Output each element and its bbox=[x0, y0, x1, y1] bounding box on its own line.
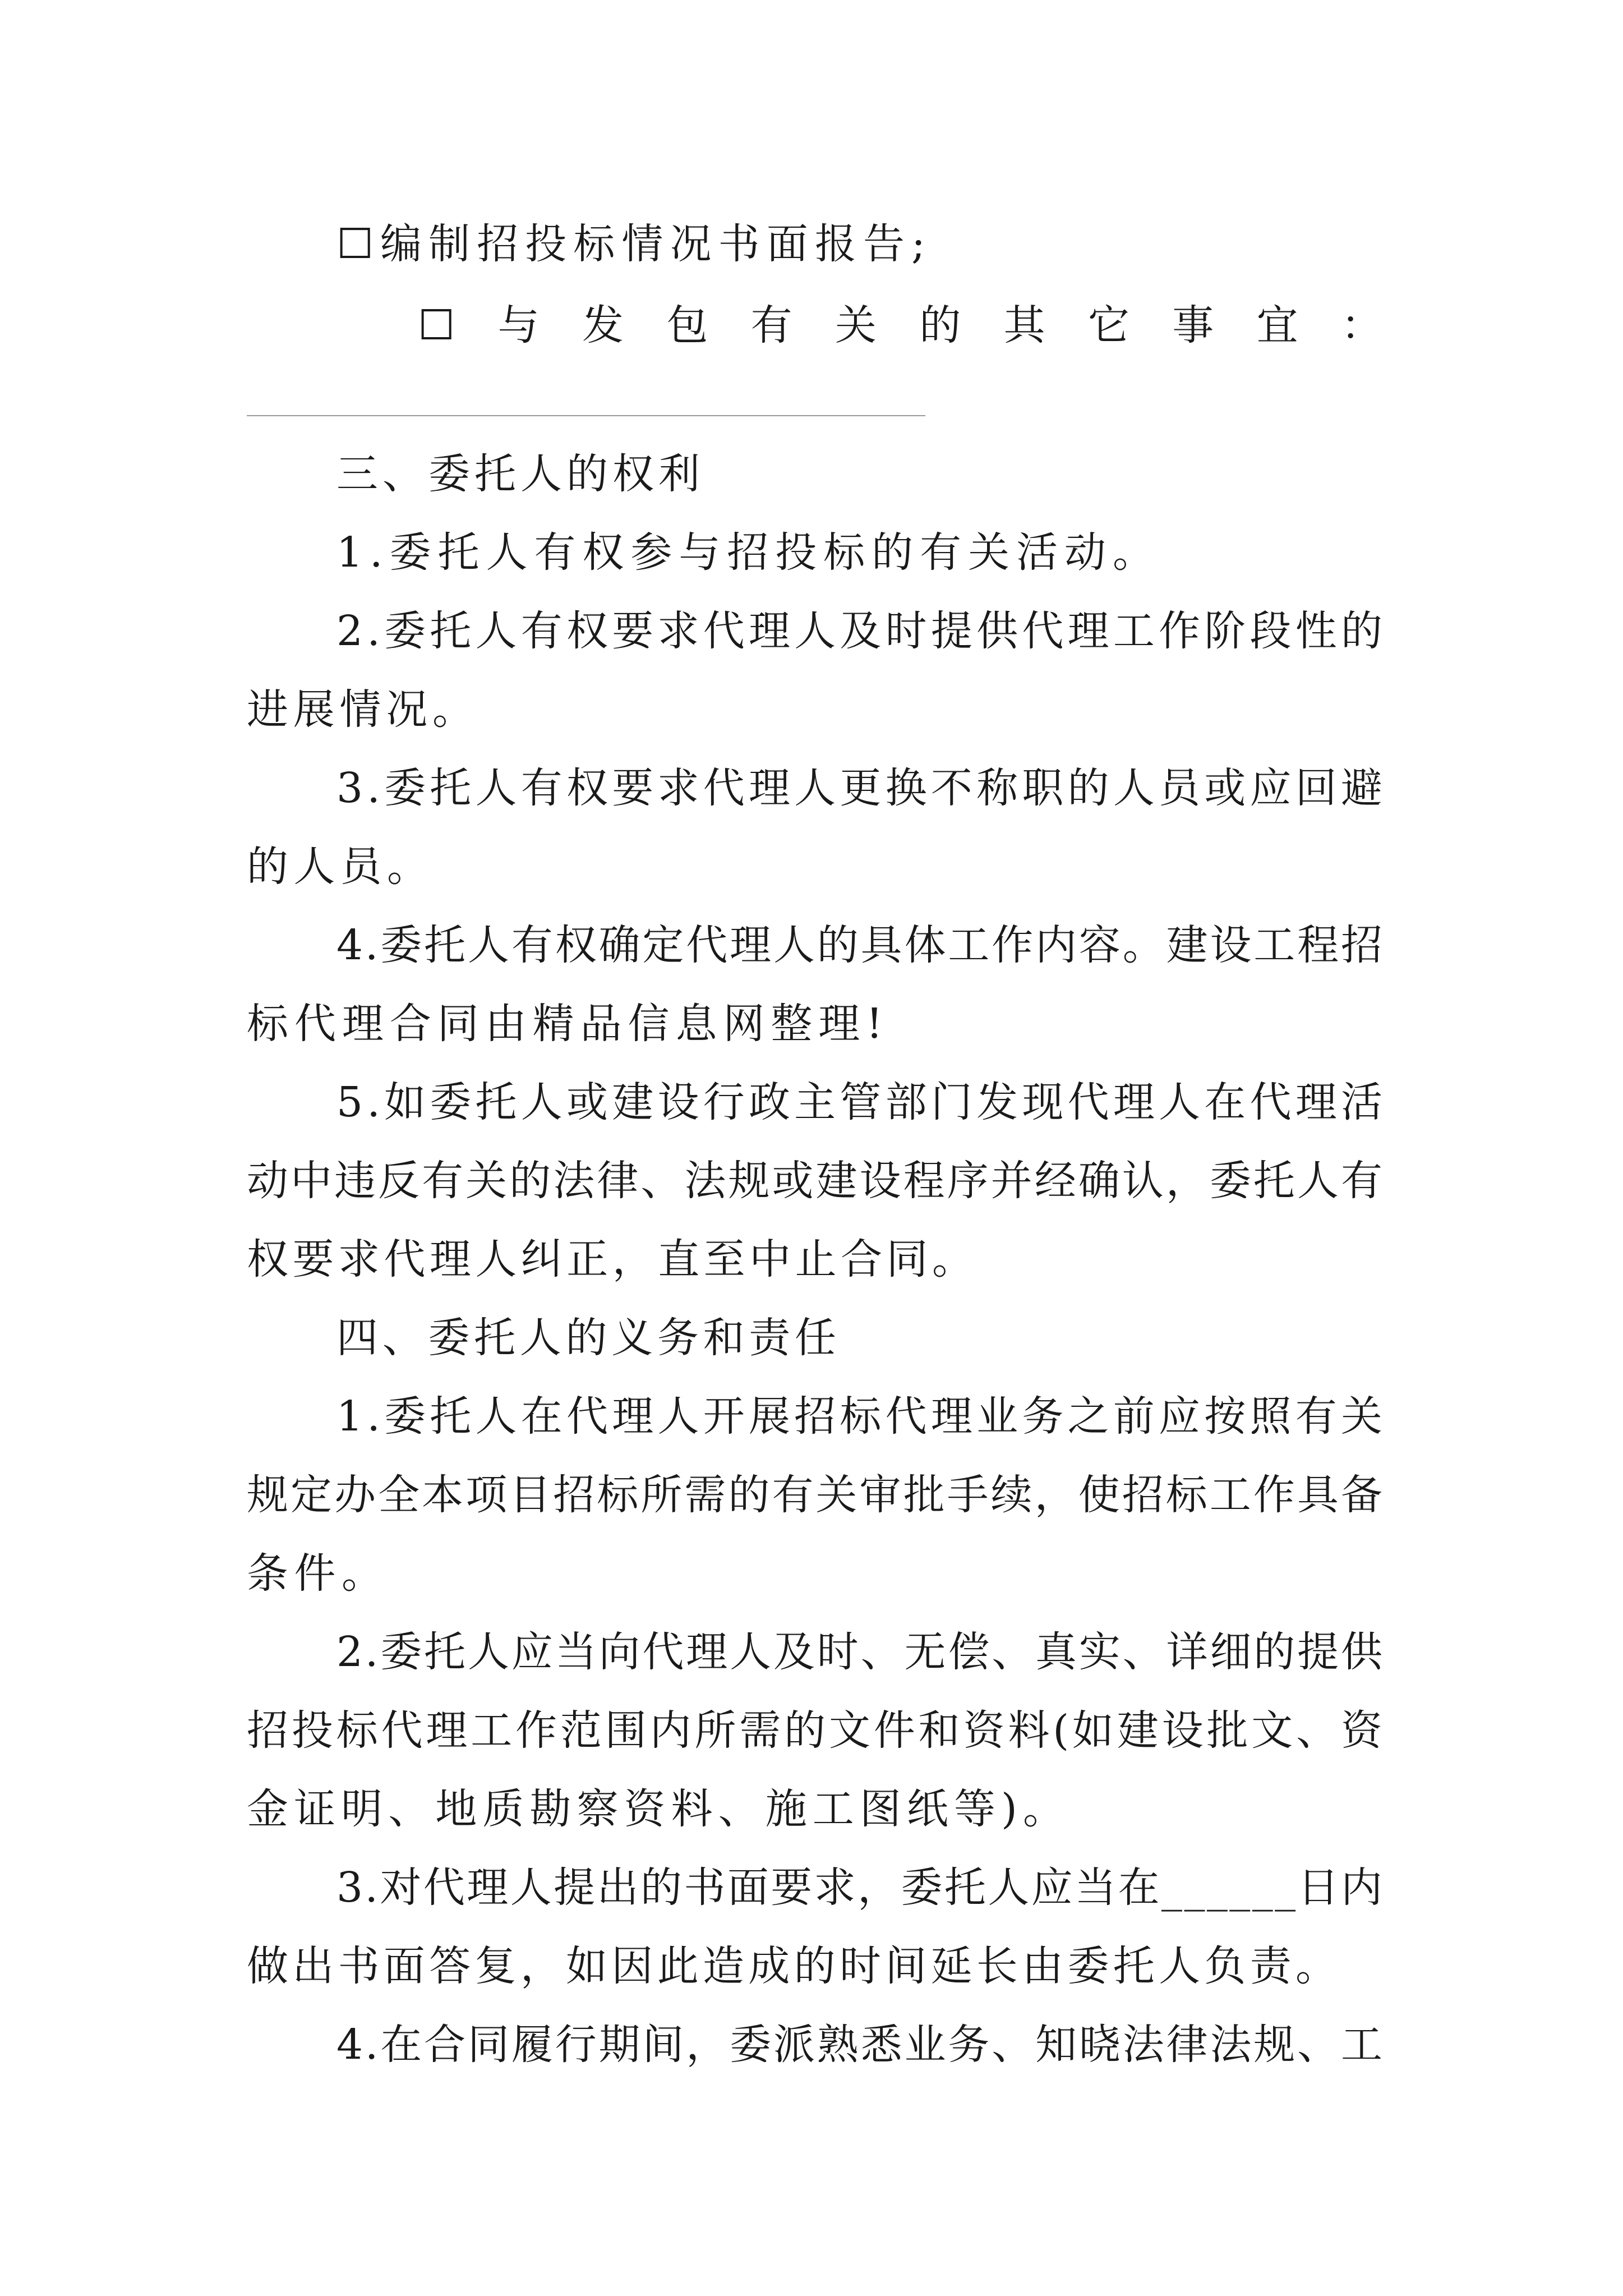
paragraph-line bbox=[0, 1534, 1623, 1613]
line-text: 2.委托人应当向代理人及时、无偿、真实、详细的提供 bbox=[336, 1628, 1385, 1676]
paragraph-line bbox=[0, 1063, 1623, 1142]
paragraph-line bbox=[0, 1377, 1623, 1456]
line-text: 权要求代理人纠正，直至中止合同。 bbox=[247, 1235, 978, 1283]
paragraph-line bbox=[0, 1770, 1623, 1848]
line-text: 5.如委托人或建设行政主管部门发现代理人在代理活 bbox=[336, 1078, 1387, 1126]
checkbox-item-report bbox=[0, 205, 1623, 283]
label-glyph: ： bbox=[1340, 301, 1382, 349]
paragraph-line bbox=[0, 513, 1623, 592]
paragraph-line bbox=[0, 749, 1623, 827]
label-glyph: 包 bbox=[666, 301, 708, 349]
paragraph-line bbox=[0, 2005, 1623, 2084]
justified-line bbox=[418, 286, 1382, 365]
paragraph-line bbox=[0, 984, 1623, 1063]
label-glyph: 有 bbox=[750, 301, 792, 349]
line-text: 1.委托人有权参与招投标的有关活动。 bbox=[336, 528, 1161, 577]
checkbox-item-label: 编制招投标情况书面报告; bbox=[380, 220, 933, 268]
label-glyph: 事 bbox=[1172, 301, 1214, 349]
heading-text: 三、委托人的权利 bbox=[336, 450, 704, 498]
paragraph-line bbox=[0, 592, 1623, 670]
line-text: 条件。 bbox=[247, 1549, 389, 1598]
label-glyph: 关 bbox=[834, 301, 877, 349]
paragraph-line bbox=[0, 1613, 1623, 1691]
paragraph-line bbox=[0, 1456, 1623, 1534]
label-glyph: 其 bbox=[1003, 301, 1045, 349]
section-heading-client-rights bbox=[0, 435, 1623, 513]
line-text: 4.委托人有权确定代理人的具体工作内容。建设工程招 bbox=[336, 921, 1385, 969]
paragraph-line bbox=[0, 1848, 1623, 1927]
line-text: 4.在合同履行期间，委派熟悉业务、知晓法律法规、工 bbox=[336, 2021, 1385, 2069]
heading-text: 四、委托人的义务和责任 bbox=[336, 1314, 841, 1362]
line-text: 3.对代理人提出的书面要求，委托人应当在______日内 bbox=[336, 1864, 1385, 1912]
paragraph-line bbox=[0, 1691, 1623, 1770]
line-text: 金证明、地质勘察资料、施工图纸等)。 bbox=[247, 1785, 1071, 1833]
checkbox-item-other-matters bbox=[0, 286, 1623, 365]
label-glyph: 与 bbox=[497, 301, 540, 349]
line-text: 做出书面答复，如因此造成的时间延长由委托人负责。 bbox=[247, 1942, 1341, 1990]
label-glyph: 宜 bbox=[1256, 301, 1298, 349]
section-heading-client-obligations bbox=[0, 1299, 1623, 1377]
paragraph-line bbox=[0, 827, 1623, 906]
line-text: 的人员。 bbox=[247, 843, 434, 891]
paragraph-line bbox=[0, 1142, 1623, 1220]
line-text: 2.委托人有权要求代理人及时提供代理工作阶段性的 bbox=[336, 607, 1387, 655]
line-text: 招投标代理工作范围内所需的文件和资料(如建设批文、资 bbox=[247, 1706, 1386, 1755]
line-text: 进展情况。 bbox=[247, 685, 479, 734]
checkbox-icon[interactable]: ☐ bbox=[336, 220, 374, 268]
checkbox-icon[interactable]: ☐ bbox=[418, 301, 455, 349]
paragraph-line bbox=[0, 1220, 1623, 1299]
line-text: 3.委托人有权要求代理人更换不称职的人员或应回避 bbox=[336, 764, 1387, 812]
line-text: 动中违反有关的法律、法规或建设程序并经确认，委托人有 bbox=[247, 1157, 1385, 1205]
line-text: 规定办全本项目招标所需的有关审批手续，使招标工作具备 bbox=[247, 1471, 1385, 1519]
line-text: 1.委托人在代理人开展招标代理业务之前应按照有关 bbox=[336, 1392, 1387, 1441]
label-glyph: 的 bbox=[919, 301, 961, 349]
fill-in-blank-line bbox=[247, 415, 925, 416]
line-text: 标代理合同由精品信息网整理! bbox=[247, 1000, 889, 1048]
paragraph-line bbox=[0, 1927, 1623, 2005]
label-glyph: 发 bbox=[582, 301, 624, 349]
label-glyph: 它 bbox=[1087, 301, 1129, 349]
paragraph-line bbox=[0, 670, 1623, 749]
paragraph-line bbox=[0, 906, 1623, 984]
